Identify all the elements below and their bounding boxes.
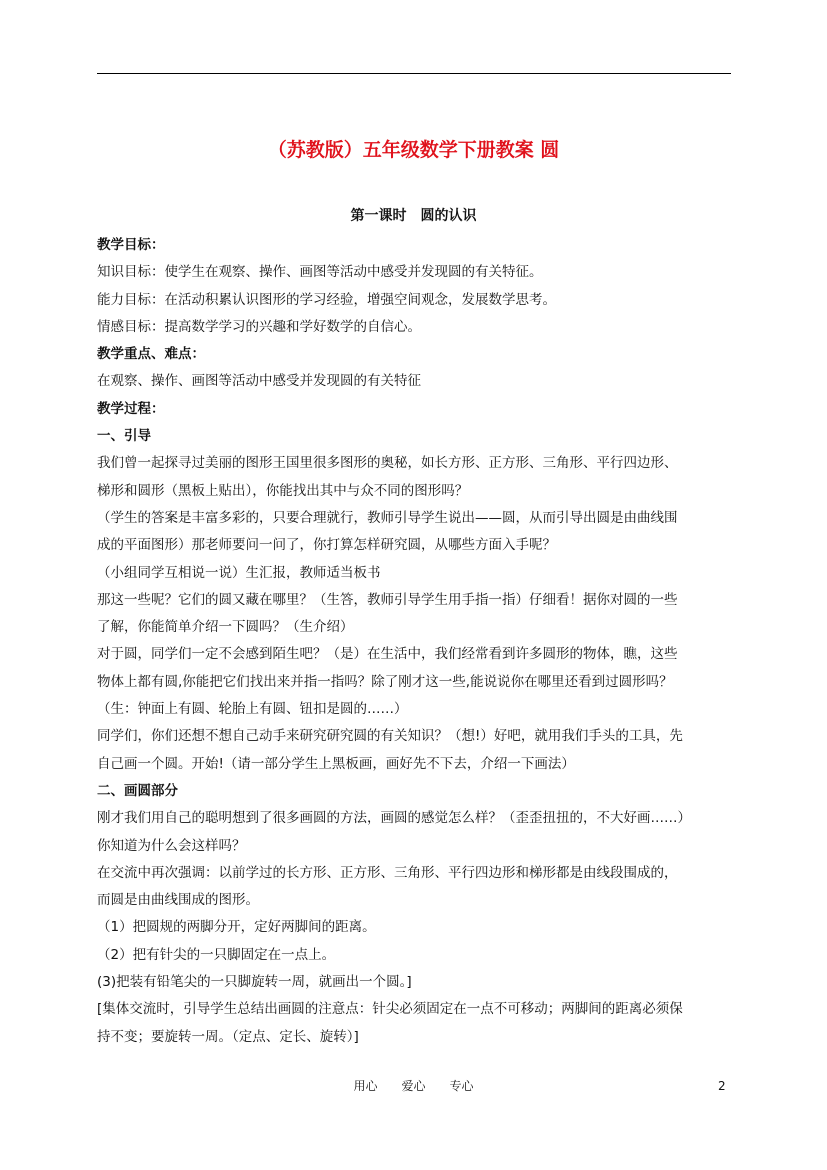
document-title: （苏教版）五年级数学下册教案 圆: [267, 139, 560, 161]
text-line: （生：钟面上有圆、轮胎上有圆、钮扣是圆的……）: [97, 701, 408, 718]
text-line: 成的平面图形）那老师要问一问了，你打算怎样研究圆，从哪些方面入手呢？: [97, 537, 556, 554]
text-line: 物体上都有圆,你能把它们找出来并指一指吗？除了刚才这一些,能说说你在哪里还看到过圆形吗？: [97, 673, 673, 690]
text-line: [集体交流时，引导学生总结出画圆的注意点：针尖必须固定在一点不可移动；两脚间的距离必须保: [97, 1001, 683, 1018]
text-line: 情感目标：提高数学学习的兴趣和学好数学的自信心。: [97, 318, 421, 335]
text-line: 那这一些呢？它们的圆又藏在哪里？（生答，教师引导学生用手指一指）仔细看！据你对圆的一些: [97, 591, 678, 608]
section-heading: 教学重点、难点：: [97, 346, 205, 363]
section-heading: 二、画圆部分: [97, 782, 178, 799]
footer-motto: 用心 爱心 专心: [353, 1079, 474, 1093]
section-heading: 教学目标：: [97, 237, 165, 253]
header-rule: [97, 73, 731, 74]
text-line: 了解，你能简单介绍一下圆吗？（生介绍）: [97, 619, 354, 636]
text-line: 在观察、操作、画图等活动中感受并发现圆的有关特征: [97, 373, 421, 390]
section-heading: 教学过程：: [97, 400, 165, 417]
document-body: [97, 232, 733, 1051]
text-line: 对于圆，同学们一定不会感到陌生吧？（是）在生活中，我们经常看到许多圆形的物体，瞧，这些: [97, 646, 678, 663]
text-line: 知识目标：使学生在观察、操作、画图等活动中感受并发现圆的有关特征。: [97, 264, 543, 281]
text-line: （学生的答案是丰富多彩的，只要合理就行，教师引导学生说出——圆，从而引导出圆是由曲线围: [97, 509, 678, 526]
text-line: (3)把装有铅笔尖的一只脚旋转一周，就画出一个圆。]: [97, 974, 412, 991]
text-line: 我们曾一起探寻过美丽的图形王国里很多图形的奥秘，如长方形、正方形、三角形、平行四边形、: [97, 455, 678, 472]
text-line: 刚才我们用自己的聪明想到了很多画圆的方法，画圆的感觉怎么样？（歪歪扭扭的，不大好画……）: [97, 810, 691, 827]
text-line: （小组同学互相说一说）生汇报，教师适当板书: [97, 564, 381, 581]
text-line: （1）把圆规的两脚分开，定好两脚间的距离。: [97, 919, 376, 936]
text-line: 持不变；要旋转一周。（定点、定长、旋转）]: [97, 1028, 359, 1045]
text-line: 自己画一个圆。开始!（请一部分学生上黑板画，画好先不下去，介绍一下画法）: [97, 755, 575, 772]
text-line: 同学们，你们还想不想自己动手来研究研究圆的有关知识？（想!）好吧，就用我们手头的工具，先: [97, 728, 683, 745]
text-line: 而圆是由曲线围成的图形。: [97, 892, 259, 909]
text-line: 梯形和圆形（黑板上贴出），你能找出其中与众不同的图形吗？: [97, 482, 469, 499]
text-line: 你知道为什么会这样吗？: [97, 837, 246, 854]
text-line: 在交流中再次强调：以前学过的长方形、正方形、三角形、平行四边形和梯形都是由线段围成的，: [97, 864, 678, 881]
text-line: 能力目标：在活动积累认识图形的学习经验，增强空间观念，发展数学思考。: [97, 291, 556, 308]
section-heading: 一、引导: [97, 428, 151, 445]
lesson-title: 第一课时 圆的认识: [350, 208, 477, 224]
text-line: （2）把有针尖的一只脚固定在一点上。: [97, 946, 336, 963]
page-number: 2: [718, 1079, 726, 1093]
